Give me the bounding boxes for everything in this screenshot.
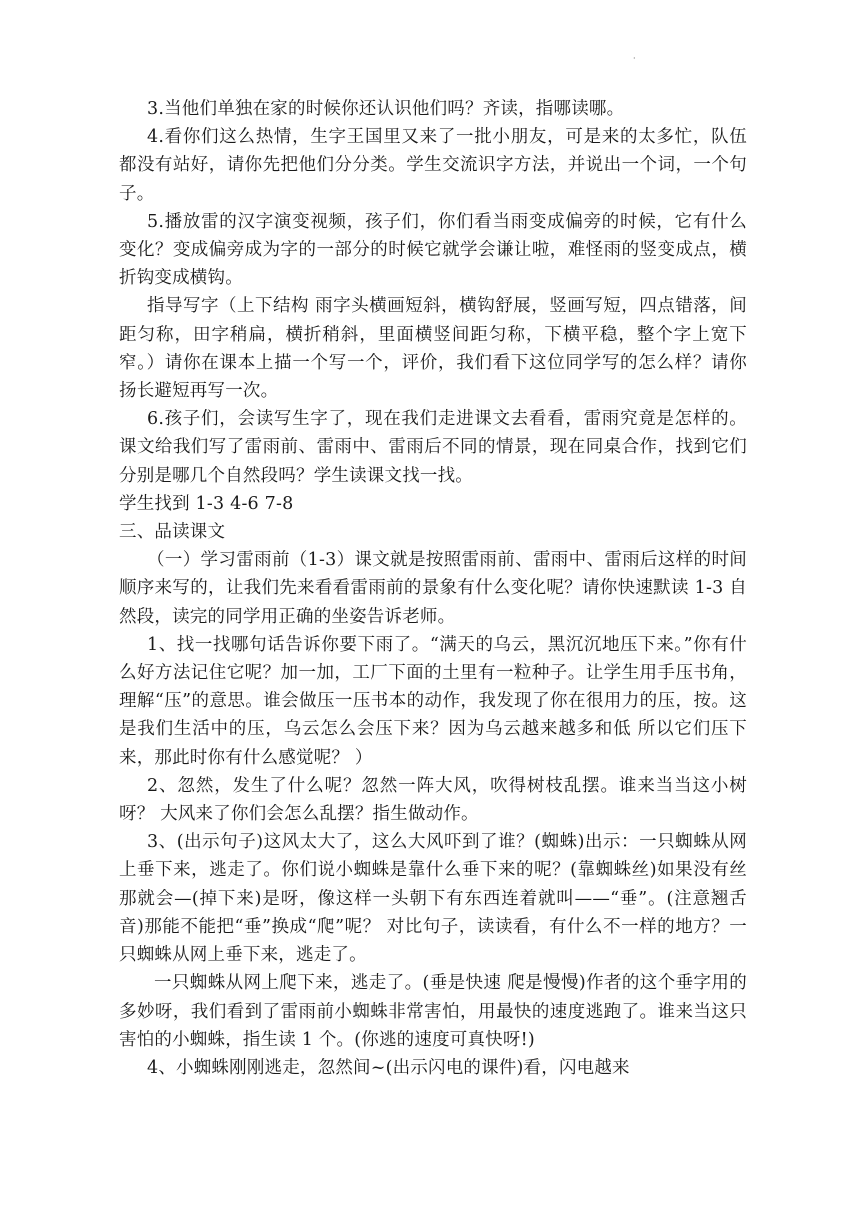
paragraph-item-3: 3、(出示句子)这风太大了，这么大风吓到了谁？(蜘蛛)出示：一只蜘蛛从网上垂下来，逃走了。你们说小蜘蛛是靠什么垂下来的呢？(靠蜘蛛丝)如果没有丝那就会—(掉下来)是呀，像这样一头朝下有东西连着就叫——“垂”。(注意翘舌音)那能不能把“垂”换成“爬”呢？ 对比句子，读读看，有什么不一样的地方？一只蜘蛛从网上垂下来，逃走了。 — [119, 832, 747, 966]
paragraph-spider: 一只蜘蛛从网上爬下来，逃走了。(垂是快速 爬是慢慢)作者的这个垂字用的多妙呀，我们看到了雷雨前小蜘蛛非常害怕，用最快的速度逃跑了。谁来当这只害怕的小蜘蛛，指生读 1 个。(你逃的速度可真快呀!) — [119, 973, 747, 1050]
paragraph-item-2: 2、忽然，发生了什么呢？忽然一阵大风，吹得树枝乱摆。谁来当当这小树呀？ 大风来了你们会怎么乱摆？指生做动作。 — [119, 775, 747, 825]
paragraph-1: 3.当他们单独在家的时候你还认识他们吗？齐读，指哪读哪。 — [147, 99, 625, 119]
paragraph-item-1: 1、找一找哪句话告诉你要下雨了。“满天的乌云，黑沉沉地压下来。”你有什么好方法记住它呢？加一加，工厂下面的土里有一粒种子。让学生用手压书角，理解“压”的意思。谁会做压一压书本的动作，我发现了你在很用力的压，按。这是我们生活中的压，乌云怎么会压下来？因为乌云越来越多和低 所以它们压下来，那此时你有什么感觉呢？ ） — [119, 634, 747, 768]
paragraph-writing-guide: 指导写字（上下结构 雨字头横画短斜，横钩舒展，竖画写短，四点错落，间距匀称，田字稍扁，横折稍斜，里面横竖间距匀称，下横平稳，整个字上宽下窄。）请你在课本上描一个写一个，评价，我们看下这位同学写的怎么样？请你扬长避短再写一次。 — [119, 296, 747, 402]
lesson-text — [119, 95, 747, 1082]
paragraph-paragraph-groups: 学生找到 1-3 4-6 7-8 — [119, 493, 294, 514]
paragraph-3: 5.播放雷的汉字演变视频，孩子们，你们看当雨变成偏旁的时候，它有什么变化？变成偏旁成为字的一部分的时候它就学会谦让啦，难怪雨的竖变成点，横折钩变成横钩。 — [119, 211, 747, 289]
corner-mark: · — [633, 54, 636, 63]
paragraph-before-rain: （一）学习雷雨前（1-3）课文就是按照雷雨前、雷雨中、雷雨后这样的时间顺序来写的，让我们先来看看雷雨前的景象有什么变化呢？请你快速默读 1-3 自然段，读完的同学用正确的坐姿告诉老师。 — [119, 550, 747, 627]
section-heading: 三、品读课文 — [119, 522, 226, 543]
paragraph-2: 4.看你们这么热情，生字王国里又来了一批小朋友，可是来的太多忙，队伍都没有站好，请你先把他们分分类。学生交流识字方法，并说出一个词，一个句子。 — [119, 127, 747, 204]
paragraph-4: 6.孩子们，会读写生字了，现在我们走进课文去看看，雷雨究竟是怎样的。课文给我们写了雷雨前、雷雨中、雷雨后不同的情景，现在同桌合作，找到它们分别是哪几个自然段吗？学生读课文找一找。 — [119, 409, 747, 486]
paragraph-item-4: 4、小蜘蛛刚刚逃走，忽然间~(出示闪电的课件)看，闪电越来 — [147, 1057, 630, 1078]
